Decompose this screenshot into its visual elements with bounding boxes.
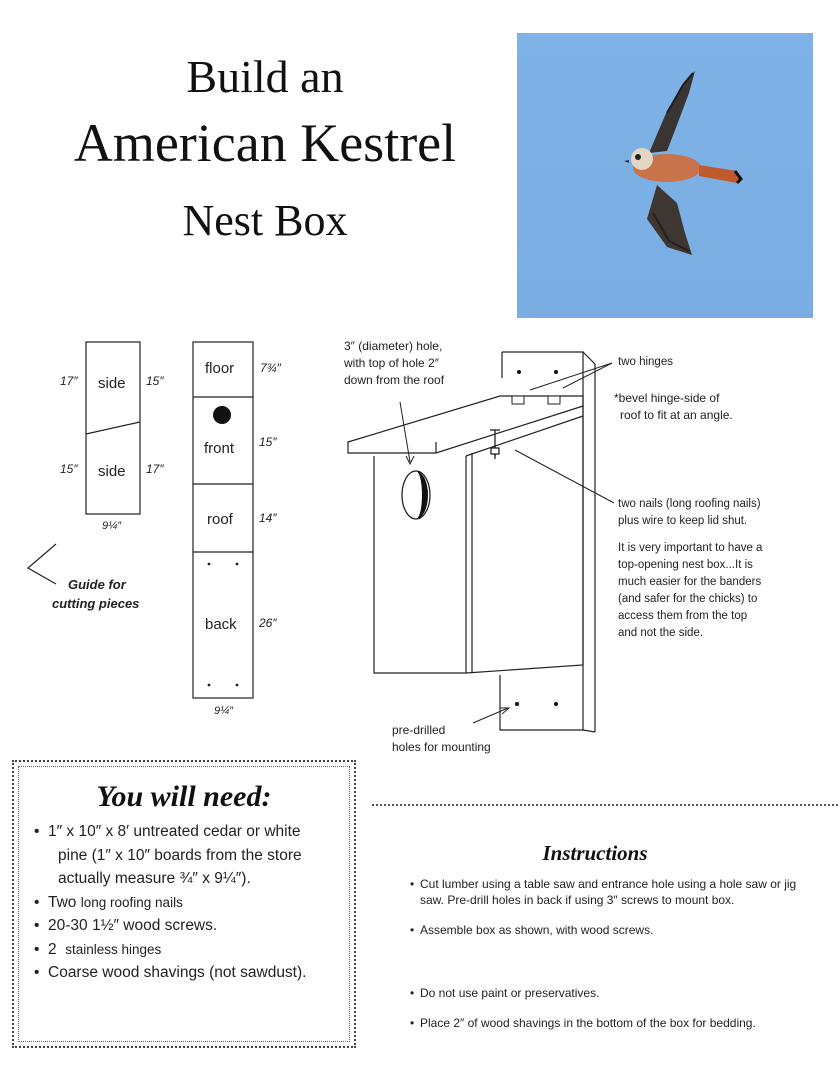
- instruction-step-1: • Cut lumber using a table saw and entrance hole using a hole saw or jig saw. Pre-drill holes in back if using 3″ screws to mount box.: [410, 877, 797, 907]
- board-width: 9¼″: [214, 705, 234, 717]
- piece-label-back: back: [205, 616, 237, 633]
- side-cut-line: [86, 422, 140, 434]
- materials-list: [34, 820, 346, 985]
- hinge-leader-1: [530, 363, 612, 390]
- materials-item-lumber: • 1″ x 10″ x 8′ untreated cedar or white pine (1″ x 10″ boards from the store actually measure ¾″ x 9¼″).: [34, 820, 346, 891]
- side-label-bottom: side: [98, 463, 126, 480]
- cutting-guide-label-line2: cutting pieces: [52, 596, 140, 611]
- hole-note: 3″ (diameter) hole, with top of hole 2″ down from the roof: [344, 339, 445, 387]
- construction-diagram: [0, 330, 840, 760]
- nail-leader: [515, 450, 614, 503]
- instructions-title: Instructions: [542, 841, 648, 865]
- piece-dim-floor: 7¾″: [260, 361, 281, 375]
- side-dim-left-bottom: 15″: [60, 462, 78, 476]
- piece-label-front: front: [204, 440, 235, 457]
- cutting-guide-label: [52, 575, 139, 613]
- hinge-left: [512, 396, 524, 404]
- piece-dim-front: 15″: [259, 435, 277, 449]
- materials-title: You will need:: [96, 780, 272, 813]
- kestrel-illustration: [517, 33, 813, 318]
- title-line-2: American Kestrel: [73, 113, 457, 173]
- materials-item-hinges: • 2 stainless hinges: [34, 938, 346, 962]
- side-width: 9¼″: [102, 520, 122, 532]
- nest-box-drawing: [348, 352, 595, 732]
- instruction-step-4: • Place 2″ of wood shavings in the bottom of the box for bedding.: [410, 1016, 756, 1030]
- side-dim-right-bottom: 17″: [146, 462, 164, 476]
- mount-note: pre-drilled holes for mounting: [392, 723, 491, 754]
- instruction-step-2: • Assemble box as shown, with wood screws.: [410, 923, 654, 937]
- materials-item-nails: • Two long roofing nails: [34, 891, 346, 915]
- side-label-top: side: [98, 375, 126, 392]
- kestrel-photo: [517, 33, 813, 318]
- cutting-guide-label-line1: Guide for: [68, 577, 126, 592]
- piece-dim-roof: 14″: [259, 511, 277, 525]
- piece-label-roof: roof: [207, 511, 233, 528]
- title-line-3: Nest Box: [182, 196, 348, 245]
- hinges-note: two hinges: [618, 356, 673, 368]
- materials-item-screws: • 20-30 1½″ wood screws.: [34, 914, 346, 938]
- title-line-1: Build an: [186, 51, 344, 102]
- side-dim-left-top: 17″: [60, 374, 78, 388]
- piece-label-floor: floor: [205, 360, 235, 377]
- entrance-hole-mark: [213, 406, 231, 424]
- hinge-leader-2: [563, 363, 612, 388]
- important-note: It is very important to have a top-opening nest box...It is much easier for the banders (and safer for the chicks) to access them from the top and not the side.: [618, 542, 763, 639]
- side-dim-right-top: 15″: [146, 374, 164, 388]
- instruction-step-3: • Do not use paint or preservatives.: [410, 986, 600, 1000]
- piece-dim-back: 26″: [259, 616, 277, 630]
- nails-note: two nails (long roofing nails) plus wire to keep lid shut.: [618, 498, 761, 527]
- materials-item-shavings: • Coarse wood shavings (not sawdust).: [34, 961, 346, 985]
- hinge-right: [548, 396, 560, 404]
- mount-leader: [473, 708, 508, 723]
- bevel-note: *bevel hinge-side of roof to fit at an angle.: [614, 391, 733, 422]
- instructions-divider: [372, 804, 838, 806]
